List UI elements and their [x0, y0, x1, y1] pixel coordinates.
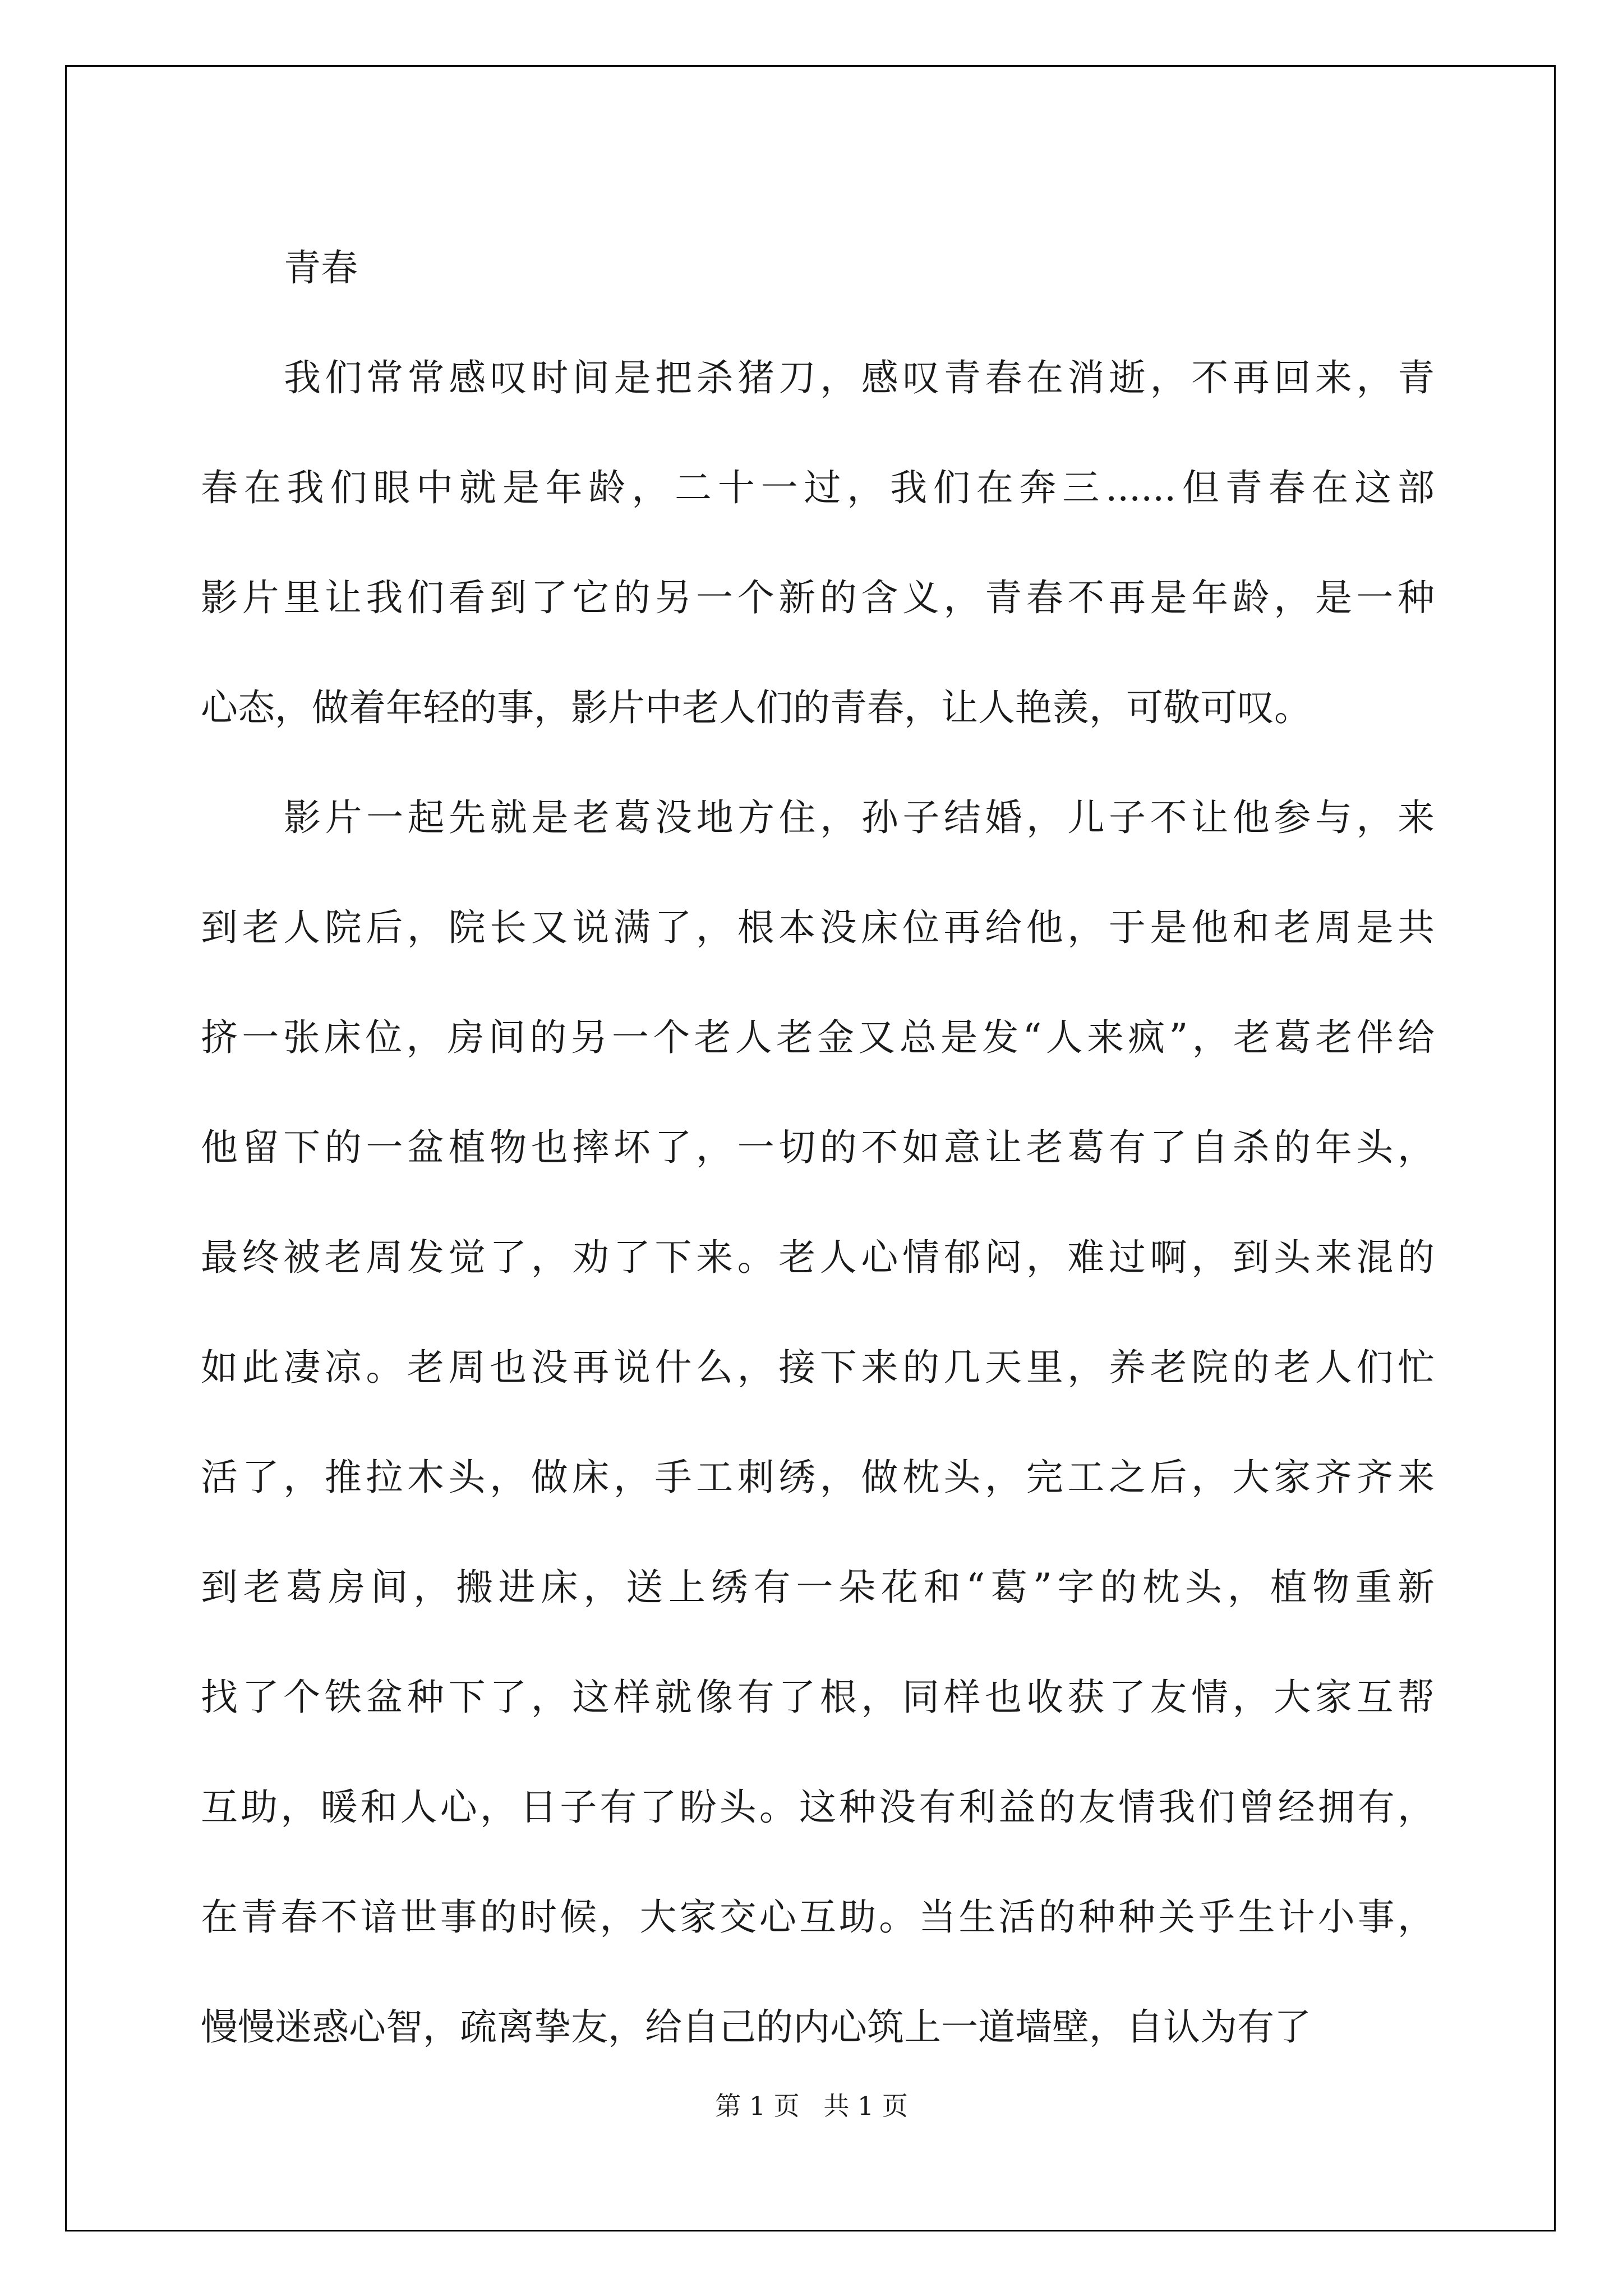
text-line: 影片里让我们看到了它的另一个新的含义，青春不再是年龄，是一种: [201, 576, 1435, 619]
text-line: 最终被老周发觉了，劝了下来。老人心情郁闷，难过啊，到头来混的: [201, 1236, 1435, 1279]
text-line: 如此凄凉。老周也没再说什么，接下来的几天里，养老院的老人们忙: [201, 1346, 1435, 1389]
text-line: 活了，推拉木头，做床，手工刺绣，做枕头，完工之后，大家齐齐来: [201, 1456, 1435, 1499]
text-line: 心态，做着年轻的事，影片中老人们的青春，让人艳羡，可敬可叹。: [201, 686, 1311, 729]
text-line: 找了个铁盆种下了，这样就像有了根，同样也收获了友情，大家互帮: [201, 1676, 1435, 1719]
page-total: 共 1 页: [823, 2091, 908, 2121]
text-line: 我们常常感叹时间是把杀猪刀，感叹青春在消逝，不再回来，青: [284, 356, 1435, 399]
text-line: 他留下的一盆植物也摔坏了，一切的不如意让老葛有了自杀的年头，: [201, 1126, 1435, 1169]
text-line: 到老人院后，院长又说满了，根本没床位再给他，于是他和老周是共: [201, 906, 1435, 949]
document-title: 青春: [284, 246, 358, 289]
document-body: [201, 213, 1435, 2082]
paragraph-1: [201, 323, 1435, 763]
page-footer: [0, 2086, 1623, 2123]
text-line: 互助，暖和人心，日子有了盼头。这种没有利益的友情我们曾经拥有，: [201, 1786, 1435, 1829]
text-line: 到老葛房间，搬进床，送上绣有一朵花和“葛”字的枕头，植物重新: [201, 1566, 1435, 1609]
text-line: 挤一张床位，房间的另一个老人老金又总是发“人来疯”，老葛老伴给: [201, 1016, 1435, 1059]
text-line: 慢慢迷惑心智，疏离挚友，给自己的内心筑上一道墙壁，自认为有了: [201, 2005, 1311, 2049]
paragraph-2: [201, 763, 1435, 2082]
text-line: 在青春不谙世事的时候，大家交心互助。当生活的种种关乎生计小事，: [201, 1895, 1435, 1939]
text-line: 影片一起先就是老葛没地方住，孙子结婚，儿子不让他参与，来: [284, 796, 1435, 839]
page-number: 第 1 页: [715, 2091, 800, 2121]
text-line: 春在我们眼中就是年龄，二十一过，我们在奔三......但青春在这部: [201, 466, 1435, 509]
